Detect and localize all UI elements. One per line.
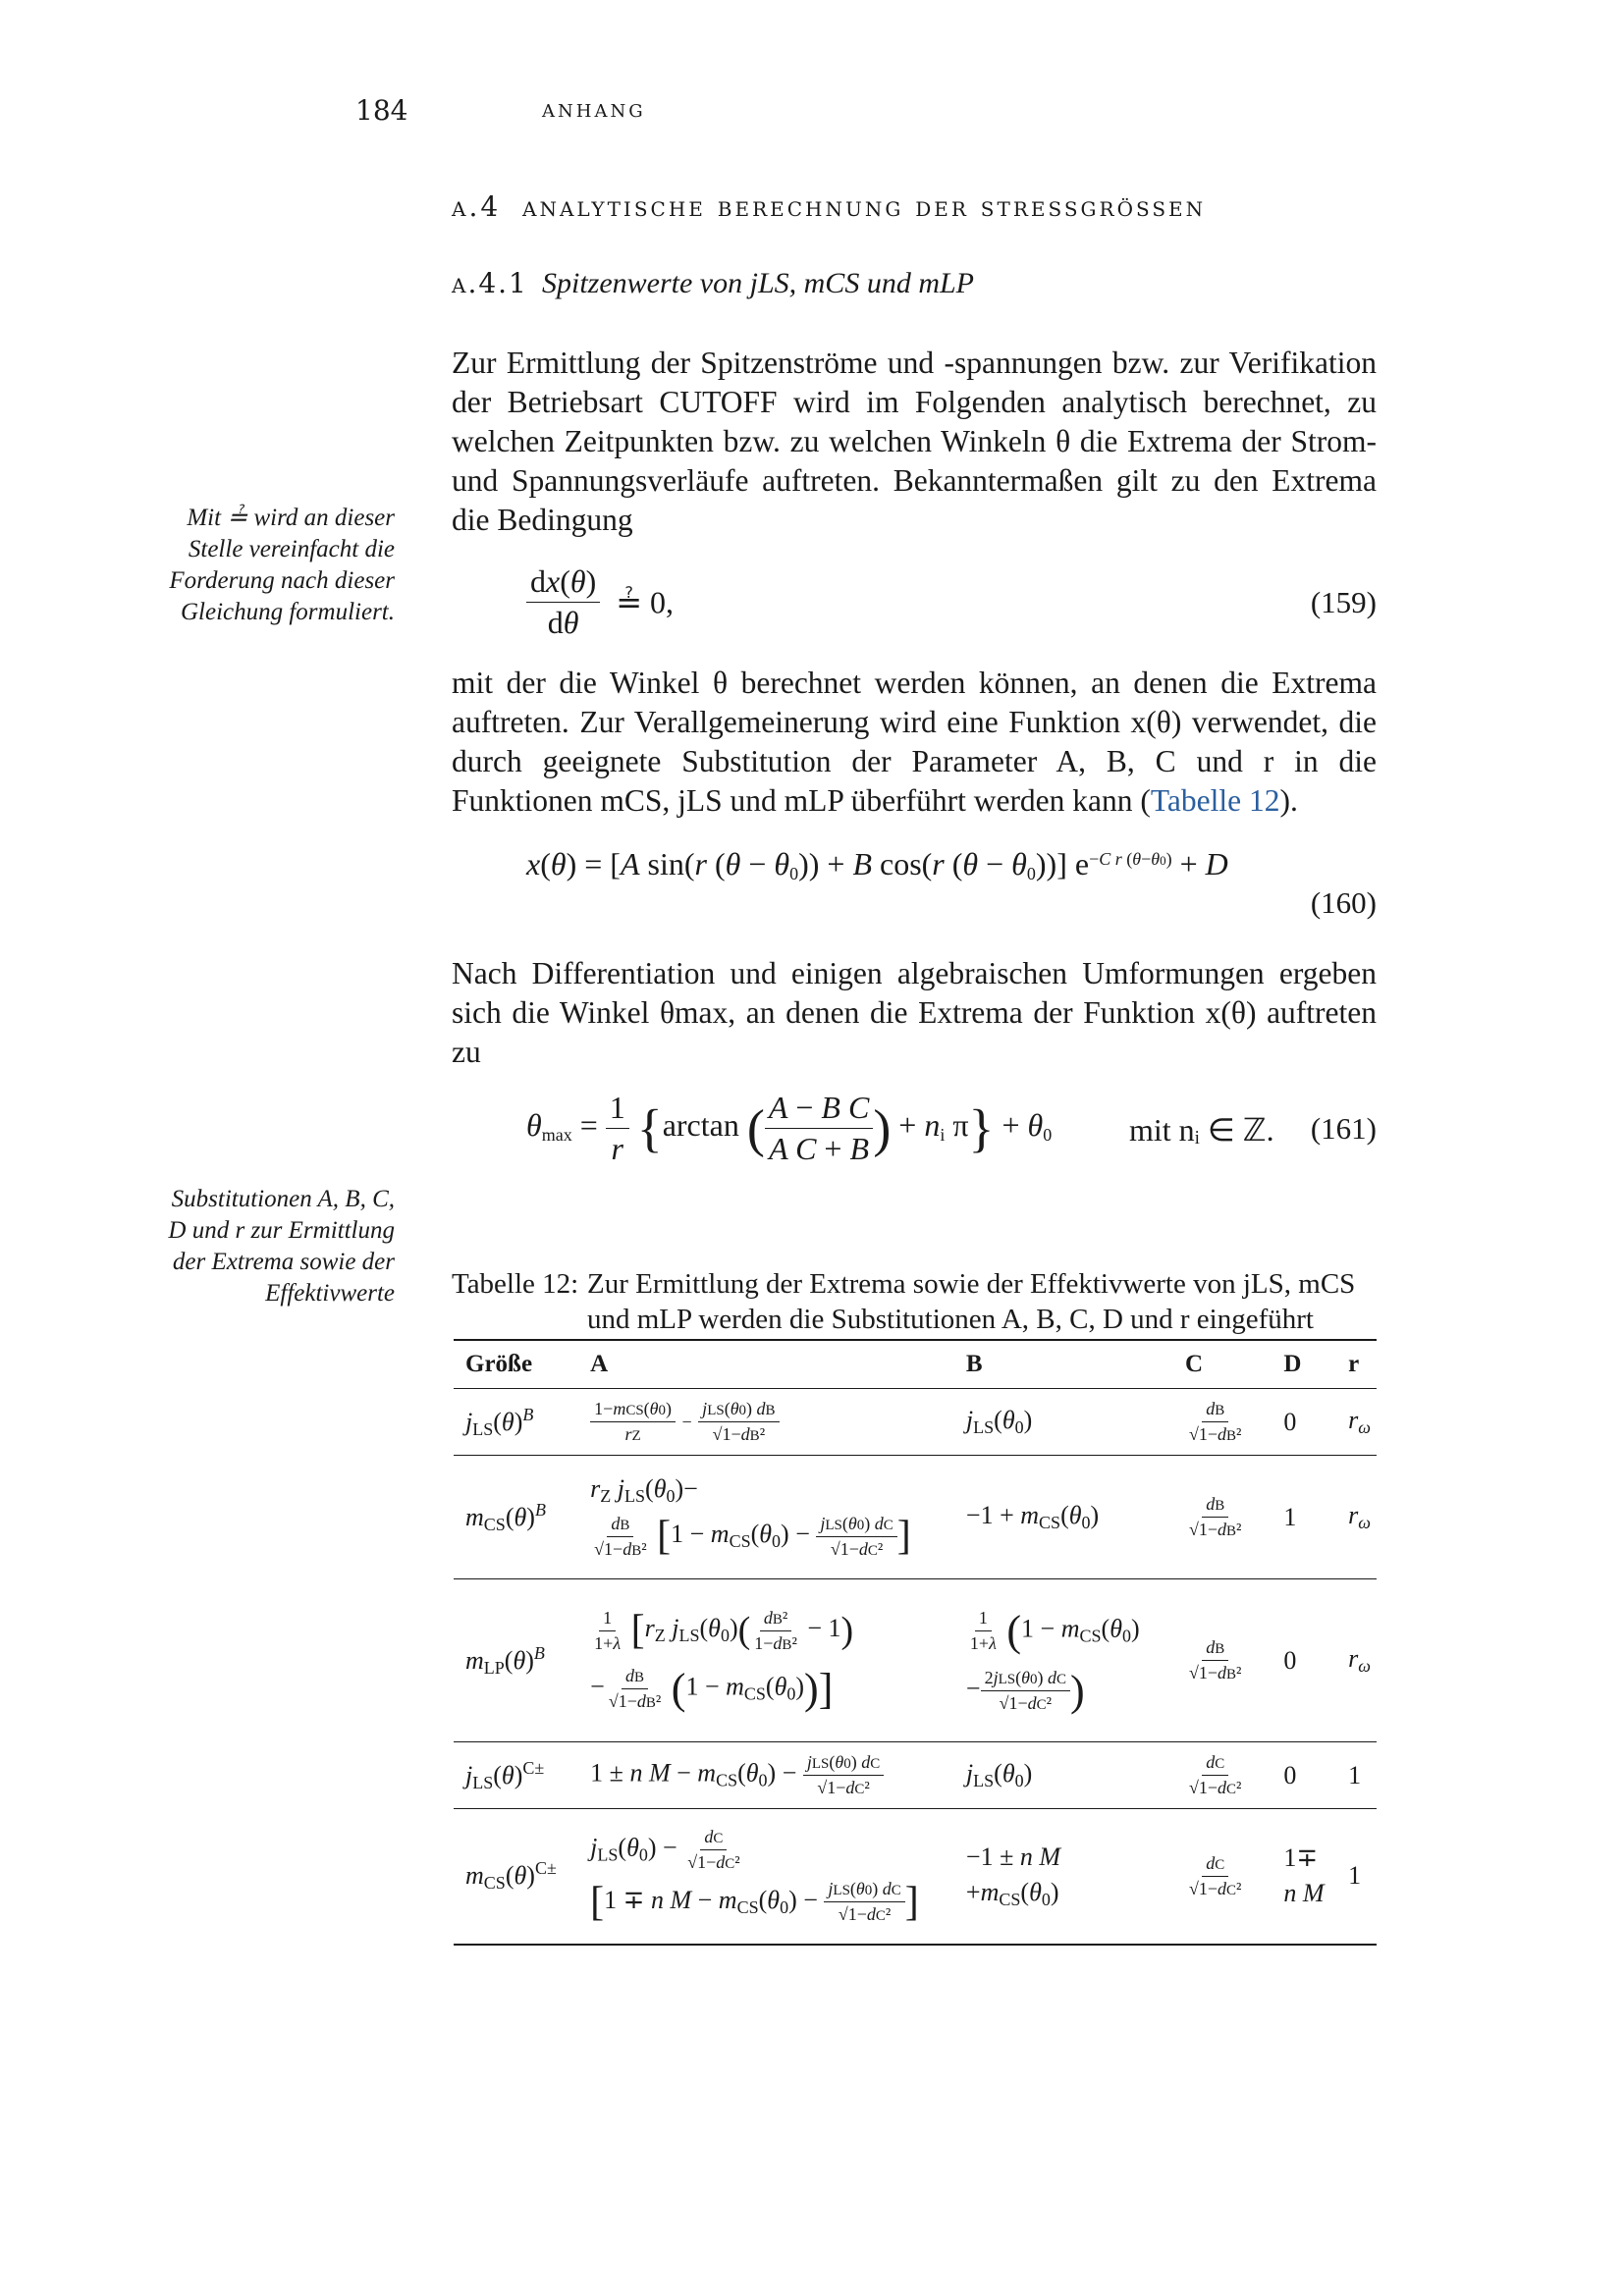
paragraph-generalization-end: ). (1279, 783, 1298, 818)
paragraph-differentiation: Nach Differentiation und einigen algebraischen Umformungen ergeben sich die Winkel θmax, an denen die Extrema der Funktion x(θ) auftreten zu (452, 956, 1377, 1069)
paragraph-intro: Zur Ermittlung der Spitzenströme und -spannungen bzw. zur Verifikation der Betriebsart CUTOFF wird im Folgenden analytisch berechnet, zu welchen Zeitpunkten bzw. zu welchen Winkeln θ die Extrema der Strom- und Spannungsverläufe auftreten. Bekanntermaßen gilt zu den Extrema die Bedingung (452, 346, 1377, 537)
equation-number: (160) (1310, 885, 1377, 920)
equation-161 (452, 1090, 1377, 1178)
table-cell: −1 ± n M $+m_{CS}(\theta_0)$ (954, 1809, 1173, 1945)
table-caption-line1: Zur Ermittlung der Extrema sowie der Effektivwerte von jLS, mCS (587, 1268, 1356, 1300)
table-cell: $\frac{1}{1+\lambda}$ [$r_Z$ $j_{LS}(\theta_0)$( $\frac{\text{dB²}}{\text{1−dB²}}$ − 1) − $\frac{dB}{\text{√1−dB²}}$ $(1 - m_{CS}(\theta_0))$] (578, 1579, 954, 1742)
table-caption (452, 1266, 1377, 1337)
table-cell: $r_\omega$ (1336, 1579, 1377, 1742)
table-cell: 0 (1272, 1389, 1336, 1456)
table-cell: 1∓ n M (1272, 1809, 1336, 1945)
running-title: anhang (542, 94, 646, 124)
equation-159-body: $\frac{dx(\theta)}{d\theta}$ ≟ 0, (526, 563, 674, 641)
table-cell: $j_{LS}(\theta)^{C\pm}$ (454, 1742, 578, 1809)
table-cell: $\frac{dB}{\text{√1−dB²}}$ (1173, 1579, 1272, 1742)
table-cell: $\frac{dB}{\text{√1−dB²}}$ (1173, 1456, 1272, 1579)
table-cell: $\frac{dB}{\text{√1−dB²}}$ (1173, 1389, 1272, 1456)
section-title: analytische berechnung der stressgrössen (522, 190, 1207, 223)
table-header-cell: r (1336, 1340, 1377, 1389)
table-cell: $\frac{\text{1−mCS(θ0)}}{rZ}$ − $\frac{\text{jLS(θ0) dB}}{\text{√1−dB²}}$ (578, 1389, 954, 1456)
table-header-cell: B (954, 1340, 1173, 1389)
equation-161-condition: mit nᵢ ∈ ℤ. (1129, 1112, 1274, 1148)
table-cell: $\frac{dC}{\text{√1−dC²}}$ (1173, 1742, 1272, 1809)
equation-160-body: x(θ) = [A sin(r $(\theta - \theta_0)) + B$ cos(r $(\theta - \theta_0)$)] $e^{-C r (\theta-\theta 0)} + D$ (526, 846, 1228, 883)
table-cell: $r_Z$ $j_{LS}(\theta_0)-$ $\frac{dB}{\text{√1−dB²}}$ [$1 - m_{CS}(\theta_0)$ − $\frac{\text{jLS(θ0) dC}}{\text{√1−dC²}}$ ] (578, 1456, 954, 1579)
equation-159 (452, 563, 1377, 642)
table-12-link[interactable]: Tabelle 12 (1150, 783, 1280, 818)
margin-note-definition: Mit ≟ wird an dieser Stelle vereinfacht die Forderung nach dieser Gleichung formuliert. (169, 505, 395, 625)
margin-note-substitutions: Substitutionen A, B, C, D und r zur Ermittlung der Extrema sowie der Effektivwerte (168, 1186, 395, 1307)
table-cell: $m_{LP}(\theta)^B$ (454, 1579, 578, 1742)
table-cell: 1 ± n $M - m_{CS}(\theta_0)$ − $\frac{\text{jLS(θ0) dC}}{\text{√1−dC²}}$ (578, 1742, 954, 1809)
table-header-cell: D (1272, 1340, 1336, 1389)
table-header-cell: A (578, 1340, 954, 1389)
paragraph-generalization-text: mit der die Winkel θ berechnet werden können, an denen die Extrema auftreten. Zur Verallgemeinerung wird eine Funktion x(θ) verwendet, die durch geeignete Substitution der Parameter A, B, C und r in die Funktionen mCS, jLS und mLP überführt werden kann ( (452, 666, 1377, 818)
table-row (454, 1456, 1377, 1579)
table-cell: $m_{CS}(\theta)^{C\pm}$ (454, 1809, 578, 1945)
table-caption-label: Tabelle 12: (452, 1268, 579, 1300)
equation-number: (159) (1310, 585, 1377, 619)
substitution-table (454, 1339, 1377, 1946)
subsection-number: a.4.1 (452, 267, 528, 299)
table-row (454, 1389, 1377, 1456)
table-header-cell: Größe (454, 1340, 578, 1389)
paragraph-generalization (452, 664, 1377, 821)
subsection-title: Spitzenwerte von jLS, mCS und mLP (542, 267, 974, 299)
table-cell: $\frac{1}{1+\lambda}$ ($1 - m_{CS}(\theta_0)$ − $\frac{\text{2jLS(θ0) dC}}{\text{√1−dC²}}$ ) (954, 1579, 1173, 1742)
table-cell: 1 (1272, 1456, 1336, 1579)
equation-161-body: $\theta_{max}$ = $\frac{1}{r}$ {arctan ( $\frac{\text{A − B C}}{\text{A C + B}}$ ) + $n_i$ $\pi\} + \theta_0$ (526, 1090, 1053, 1166)
table-cell: 1 (1336, 1809, 1377, 1945)
table-cell: $-1 + m_{CS}(\theta_0)$ (954, 1456, 1173, 1579)
table-header-row (454, 1340, 1377, 1389)
subsection-heading (452, 267, 974, 300)
section-heading (452, 190, 1206, 223)
equation-number: (161) (1310, 1111, 1377, 1146)
table-cell: 1 (1336, 1742, 1377, 1809)
table-row (454, 1579, 1377, 1742)
table-row (454, 1809, 1377, 1945)
equation-160 (452, 846, 1377, 925)
table-cell: 0 (1272, 1742, 1336, 1809)
table-cell: $r_\omega$ (1336, 1456, 1377, 1579)
page-number: 184 (355, 94, 408, 127)
table-cell: $\frac{dC}{\text{√1−dC²}}$ (1173, 1809, 1272, 1945)
table-cell: 0 (1272, 1579, 1336, 1742)
table-header-cell: C (1173, 1340, 1272, 1389)
table-cell: $j_{LS}(\theta_0)$ (954, 1742, 1173, 1809)
table-row (454, 1742, 1377, 1809)
table-cell: $j_{LS}(\theta)^B$ (454, 1389, 578, 1456)
table-cell: $j_{LS}(\theta_0)$ − $\frac{dC}{\text{√1−dC²}}$ [1 ∓ n $M - m_{CS}(\theta_0)$ − $\frac{\text{jLS(θ0) dC}}{\text{√1−dC²}}$ ] (578, 1809, 954, 1945)
section-number: a.4 (452, 190, 502, 223)
table-cell: $r_\omega$ (1336, 1389, 1377, 1456)
table-caption-line2: und mLP werden die Substitutionen A, B, C, D und r eingeführt (587, 1304, 1314, 1335)
table-cell: $m_{CS}(\theta)^B$ (454, 1456, 578, 1579)
table-cell: $j_{LS}(\theta_0)$ (954, 1389, 1173, 1456)
